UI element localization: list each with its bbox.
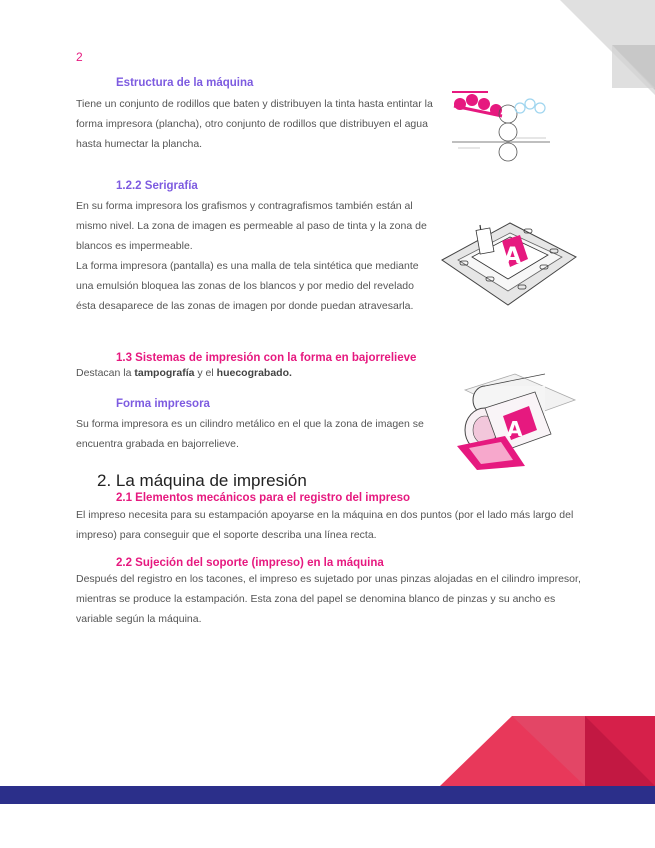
offset-rollers-illustration bbox=[450, 90, 560, 170]
bajorrelieve-bold-1: tampografía bbox=[134, 367, 195, 379]
section-heading-forma-impresora: Forma impresora bbox=[116, 398, 210, 410]
svg-text:A: A bbox=[507, 417, 523, 441]
footer-decoration bbox=[0, 700, 655, 848]
bajorrelieve-bold-2: huecograbado. bbox=[216, 367, 292, 379]
gravure-cylinder-illustration bbox=[455, 370, 580, 470]
paragraph-serigrafia-1: En su forma impresora los grafismos y contragrafismos también están al mismo nivel. La zona de imagen es permeable al paso de tinta y la zona de blancos es impermeable. bbox=[76, 200, 427, 252]
paragraph-forma-impresora: Su forma impresora es un cilindro metálico en el que la zona de imagen se encuentra grabada en bajorrelieve. bbox=[76, 418, 424, 450]
section-heading-sujecion: 2.2 Sujeción del soporte (impreso) en la máquina bbox=[116, 557, 384, 569]
paragraph-bajorrelieve bbox=[76, 363, 292, 383]
section-heading-elementos-mecanicos: 2.1 Elementos mecánicos para el registro del impreso bbox=[116, 492, 411, 504]
paragraph-sujecion: Después del registro en los tacones, el impreso es sujetado por unas pinzas alojadas en el cilindro impresor, mientras se produce la estampación. Esta zona del papel se denomina blanco de pinzas y su ancho es variable según la máquina. bbox=[76, 573, 581, 625]
paragraph-serigrafia-2: La forma impresora (pantalla) es una malla de tela sintética que mediante una emulsión bloquea las zonas de los blancos y por medio del revelado ésta desaparece de las zonas de imagen por donde puedan atravesarla. bbox=[76, 260, 419, 312]
section-heading-serigrafia: 1.2.2 Serigrafía bbox=[116, 180, 198, 192]
svg-text:A: A bbox=[504, 244, 522, 269]
section-heading-bajorrelieve: 1.3 Sistemas de impresión con la forma en bajorrelieve bbox=[116, 352, 417, 364]
paragraph-elementos-mecanicos: El impreso necesita para su estampación apoyarse en la máquina en dos puntos (por el lado más largo del impreso) para conseguir que el soporte describa una línea recta. bbox=[76, 509, 574, 541]
bajorrelieve-text-2: y el bbox=[194, 367, 217, 379]
screen-printing-illustration bbox=[440, 205, 580, 315]
section-heading-estructura: Estructura de la máquina bbox=[116, 77, 254, 89]
bajorrelieve-text-1: Destacan la bbox=[76, 367, 135, 379]
main-heading-maquina: 2. La máquina de impresión bbox=[97, 471, 307, 490]
paragraph-estructura: Tiene un conjunto de rodillos que baten y distribuyen la tinta hasta entintar la forma impresora (plancha), otro conjunto de rodillos que distribuyen el agua hasta humectar la plancha. bbox=[76, 98, 433, 150]
page-number: 2 bbox=[76, 50, 83, 64]
